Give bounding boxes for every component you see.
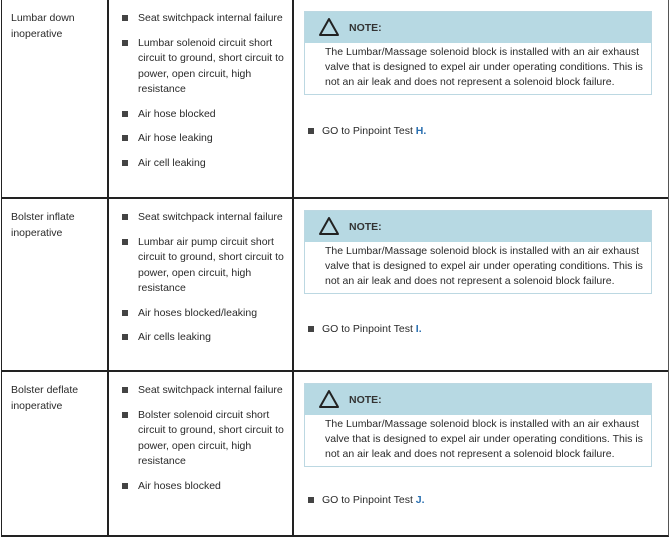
warning-triangle-icon xyxy=(318,17,340,37)
note-box xyxy=(304,383,652,467)
cause-text: Air hose blocked xyxy=(138,107,216,120)
cause-text: Lumbar solenoid circuit short circuit to ground, short circuit to power, open circuit, high resistance xyxy=(138,36,284,95)
diagnostic-table xyxy=(1,0,669,537)
list-item xyxy=(122,306,290,322)
cause-text: Air hoses blocked/leaking xyxy=(138,306,258,319)
action-text: GO to Pinpoint Test xyxy=(322,125,416,137)
action-cell xyxy=(292,372,668,536)
cause-text: Air cell leaking xyxy=(138,156,206,169)
bullet-square-icon xyxy=(122,15,128,21)
list-item xyxy=(122,131,290,147)
cause-text: Bolster solenoid circuit short circuit to ground, short circuit to power, open circuit, high resistance xyxy=(138,408,284,467)
table-row xyxy=(2,0,668,197)
note-text: The Lumbar/Massage solenoid block is installed with an air exhaust valve that is designed to expel air under operating conditions. This is not an air leak and does not represent a solenoid block failure. xyxy=(325,46,643,88)
possible-sources-list xyxy=(122,11,290,180)
list-item xyxy=(122,383,290,399)
list-item xyxy=(122,210,290,226)
note-header xyxy=(305,211,651,242)
bullet-square-icon xyxy=(122,135,128,141)
list-item xyxy=(122,107,290,123)
note-header xyxy=(305,12,651,43)
note-text: The Lumbar/Massage solenoid block is installed with an air exhaust valve that is designed to expel air under operating conditions. This is not an air leak and does not represent a solenoid block failure. xyxy=(325,418,643,460)
list-item xyxy=(122,479,290,495)
warning-triangle-icon xyxy=(318,216,340,236)
cause-text: Lumbar air pump circuit short circuit to ground, short circuit to power, open circuit, high resistance xyxy=(138,235,284,294)
bullet-square-icon xyxy=(122,334,128,340)
bullet-square-icon xyxy=(122,214,128,220)
bullet-square-icon xyxy=(122,387,128,393)
condition-cell xyxy=(2,199,106,371)
cause-text: Air cells leaking xyxy=(138,331,211,343)
list-item xyxy=(122,156,290,172)
bullet-square-icon xyxy=(308,128,314,134)
bullet-square-icon xyxy=(122,40,128,46)
pinpoint-test-action xyxy=(308,493,425,508)
condition-cell xyxy=(2,372,106,536)
table-row xyxy=(2,370,668,536)
cause-text: Air hose leaking xyxy=(138,132,213,144)
note-header xyxy=(305,384,651,415)
note-title: NOTE: xyxy=(349,394,382,406)
note-box xyxy=(304,11,652,95)
possible-sources-cell xyxy=(107,372,293,536)
table-row xyxy=(2,197,668,371)
pinpoint-test-action xyxy=(308,322,422,337)
list-item xyxy=(122,235,290,297)
bullet-square-icon xyxy=(122,239,128,245)
condition-cell xyxy=(2,0,106,197)
pinpoint-test-link[interactable]: J. xyxy=(415,494,425,506)
pinpoint-test-link[interactable]: I. xyxy=(415,323,422,335)
possible-sources-list xyxy=(122,210,290,355)
pinpoint-test-link[interactable]: H. xyxy=(415,125,427,137)
note-text: The Lumbar/Massage solenoid block is installed with an air exhaust valve that is designed to expel air under operating conditions. This is not an air leak and does not represent a solenoid block failure. xyxy=(325,245,643,287)
bullet-square-icon xyxy=(122,483,128,489)
bullet-square-icon xyxy=(122,160,128,166)
bullet-square-icon xyxy=(122,310,128,316)
condition-text: Bolster deflate inoperative xyxy=(11,384,79,412)
cause-text: Air hoses blocked xyxy=(138,479,221,492)
list-item xyxy=(122,330,290,346)
warning-triangle-icon xyxy=(318,389,340,409)
cause-text: Seat switchpack internal failure xyxy=(138,12,283,24)
possible-sources-cell xyxy=(107,0,293,197)
bullet-square-icon xyxy=(308,497,314,503)
pinpoint-test-action xyxy=(308,124,426,139)
cause-text: Seat switchpack internal failure xyxy=(138,211,283,223)
cause-text: Seat switchpack internal failure xyxy=(138,384,283,396)
bullet-square-icon xyxy=(122,111,128,117)
action-cell xyxy=(292,199,668,371)
condition-text: Bolster inflate inoperative xyxy=(11,211,75,239)
note-title: NOTE: xyxy=(349,221,382,233)
bullet-square-icon xyxy=(308,326,314,332)
list-item xyxy=(122,408,290,470)
condition-text: Lumbar down inoperative xyxy=(11,12,75,40)
possible-sources-list xyxy=(122,383,290,503)
action-text: GO to Pinpoint Test xyxy=(322,494,416,506)
bullet-square-icon xyxy=(122,412,128,418)
possible-sources-cell xyxy=(107,199,293,371)
action-cell xyxy=(292,0,668,197)
note-title: NOTE: xyxy=(349,22,382,34)
action-text: GO to Pinpoint Test xyxy=(322,323,416,335)
list-item xyxy=(122,36,290,98)
note-box xyxy=(304,210,652,294)
list-item xyxy=(122,11,290,27)
